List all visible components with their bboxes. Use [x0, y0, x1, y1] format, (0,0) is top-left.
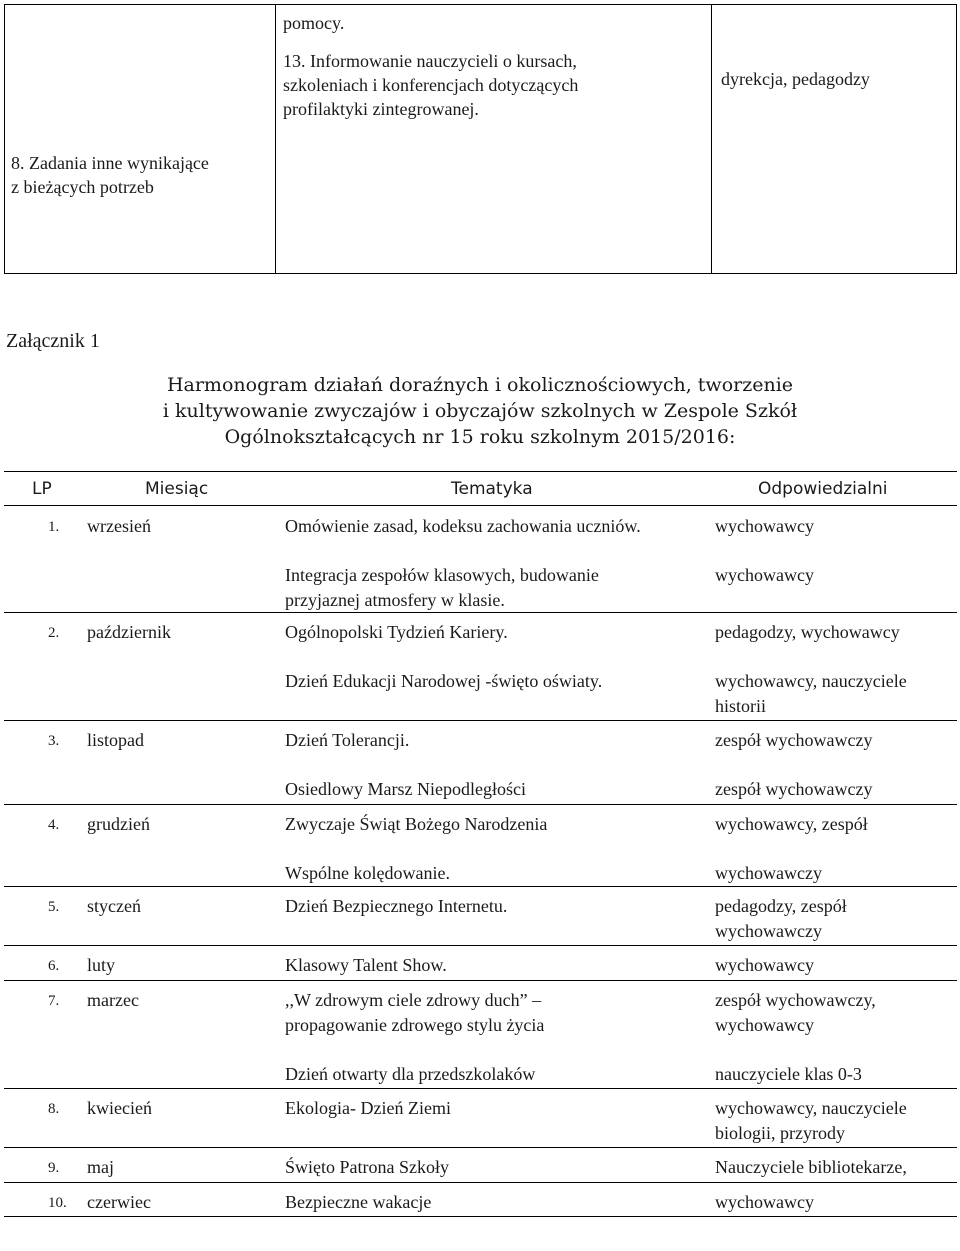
row-topic: Dzień Bezpiecznego Internetu.: [285, 896, 508, 916]
row-topic: Dzień Tolerancji.: [285, 730, 410, 750]
row-separator: [4, 720, 957, 721]
row-month: czerwiec: [87, 1192, 151, 1212]
row-responsible: biologii, przyrody: [715, 1123, 845, 1143]
row-number: 1.: [48, 519, 60, 535]
row-responsible: wychowawcy: [715, 955, 814, 975]
row-month: listopad: [87, 730, 144, 750]
row-separator: [4, 612, 957, 613]
continuation-table: [4, 4, 957, 274]
row-month: luty: [87, 955, 116, 975]
row-month: marzec: [87, 990, 139, 1010]
row-responsible: zespół wychowawczy,: [715, 990, 876, 1010]
task-description: pomocy. 13. Informowanie nauczycieli o kursach, szkoleniach i konferencjach dotyczących profilaktyki zintegrowanej.: [283, 13, 579, 119]
row-month: kwiecień: [87, 1098, 152, 1118]
row-separator: [4, 1088, 957, 1089]
row-topic: Ekologia- Dzień Ziemi: [285, 1098, 451, 1118]
row-topic: Zwyczaje Świąt Bożego Narodzenia: [285, 814, 548, 834]
row-responsible: wychowawcy, nauczyciele: [715, 671, 907, 691]
row-separator: [4, 886, 957, 887]
row-month: wrzesień: [87, 516, 151, 536]
row-month: grudzień: [87, 814, 150, 834]
row-responsible: wychowawcy: [715, 1015, 814, 1035]
row-responsible: historii: [715, 696, 767, 716]
row-responsible: wychowawczy: [715, 921, 822, 941]
row-responsible: wychowawcy, nauczyciele: [715, 1098, 907, 1118]
row-separator: [4, 1216, 957, 1217]
table-divider: [711, 5, 712, 273]
row-responsible: wychowawcy: [715, 516, 814, 536]
row-responsible: pedagodzy, wychowawcy: [715, 622, 900, 642]
row-separator: [4, 980, 957, 981]
row-responsible: wychowawcy, zespół: [715, 814, 868, 834]
header-lp: LP: [32, 479, 52, 499]
header-month: Miesiąc: [145, 479, 209, 499]
row-topic: Omówienie zasad, kodeksu zachowania uczniów.: [285, 516, 641, 536]
row-separator: [4, 1147, 957, 1148]
row-topic: Bezpieczne wakacje: [285, 1192, 432, 1212]
row-topic: Osiedlowy Marsz Niepodległości: [285, 779, 526, 799]
row-number: 9.: [48, 1160, 60, 1176]
row-topic: Dzień otwarty dla przedszkolaków: [285, 1064, 536, 1084]
row-topic: Klasowy Talent Show.: [285, 955, 447, 975]
task-responsible: dyrekcja, pedagodzy: [721, 69, 870, 89]
row-separator: [4, 945, 957, 946]
row-topic: Wspólne kolędowanie.: [285, 863, 450, 883]
row-number: 8.: [48, 1101, 60, 1117]
row-number: 4.: [48, 817, 60, 833]
row-responsible: Nauczyciele bibliotekarze,: [715, 1157, 907, 1177]
row-responsible: zespół wychowawczy: [715, 730, 873, 750]
row-topic: Integracja zespołów klasowych, budowanie: [285, 565, 599, 585]
row-topic: Dzień Edukacji Narodowej -święto oświaty.: [285, 671, 603, 691]
row-topic: przyjaznej atmosfery w klasie.: [285, 590, 505, 610]
row-topic: Ogólnopolski Tydzień Kariery.: [285, 622, 508, 642]
row-responsible: wychowawcy: [715, 565, 814, 585]
table-divider: [275, 5, 276, 273]
row-responsible: wychowawczy: [715, 863, 822, 883]
row-month: maj: [87, 1157, 114, 1177]
row-topic: ,,W zdrowym ciele zdrowy duch” –: [285, 990, 542, 1010]
table-border: [4, 505, 957, 506]
table-border: [4, 471, 957, 472]
row-responsible: wychowawcy: [715, 1192, 814, 1212]
row-separator: [4, 1182, 957, 1183]
row-responsible: zespół wychowawczy: [715, 779, 873, 799]
row-month: październik: [87, 622, 171, 642]
header-responsible: Odpowiedzialni: [758, 479, 888, 499]
row-number: 5.: [48, 899, 60, 915]
header-topic: Tematyka: [451, 479, 533, 499]
row-separator: [4, 804, 957, 805]
row-number: 10.: [48, 1195, 67, 1211]
row-number: 6.: [48, 958, 60, 974]
task-category: 8. Zadania inne wynikające z bieżących potrzeb: [11, 153, 209, 197]
page-title: Harmonogram działań doraźnych i okolicznościowych, tworzenie i kultywowanie zwyczajów i obyczajów szkolnych w Zespole Szkół Ogólnokształcących nr 15 roku szkolnym 2015/2016:: [162, 374, 798, 448]
row-number: 2.: [48, 625, 60, 641]
row-responsible: pedagodzy, zespół: [715, 896, 847, 916]
row-number: 3.: [48, 733, 60, 749]
row-responsible: nauczyciele klas 0-3: [715, 1064, 862, 1084]
row-topic: Święto Patrona Szkoły: [285, 1157, 449, 1177]
row-topic: propagowanie zdrowego stylu życia: [285, 1015, 545, 1035]
row-month: styczeń: [87, 896, 141, 916]
row-number: 7.: [48, 993, 60, 1009]
attachment-label: Załącznik 1: [6, 330, 100, 352]
